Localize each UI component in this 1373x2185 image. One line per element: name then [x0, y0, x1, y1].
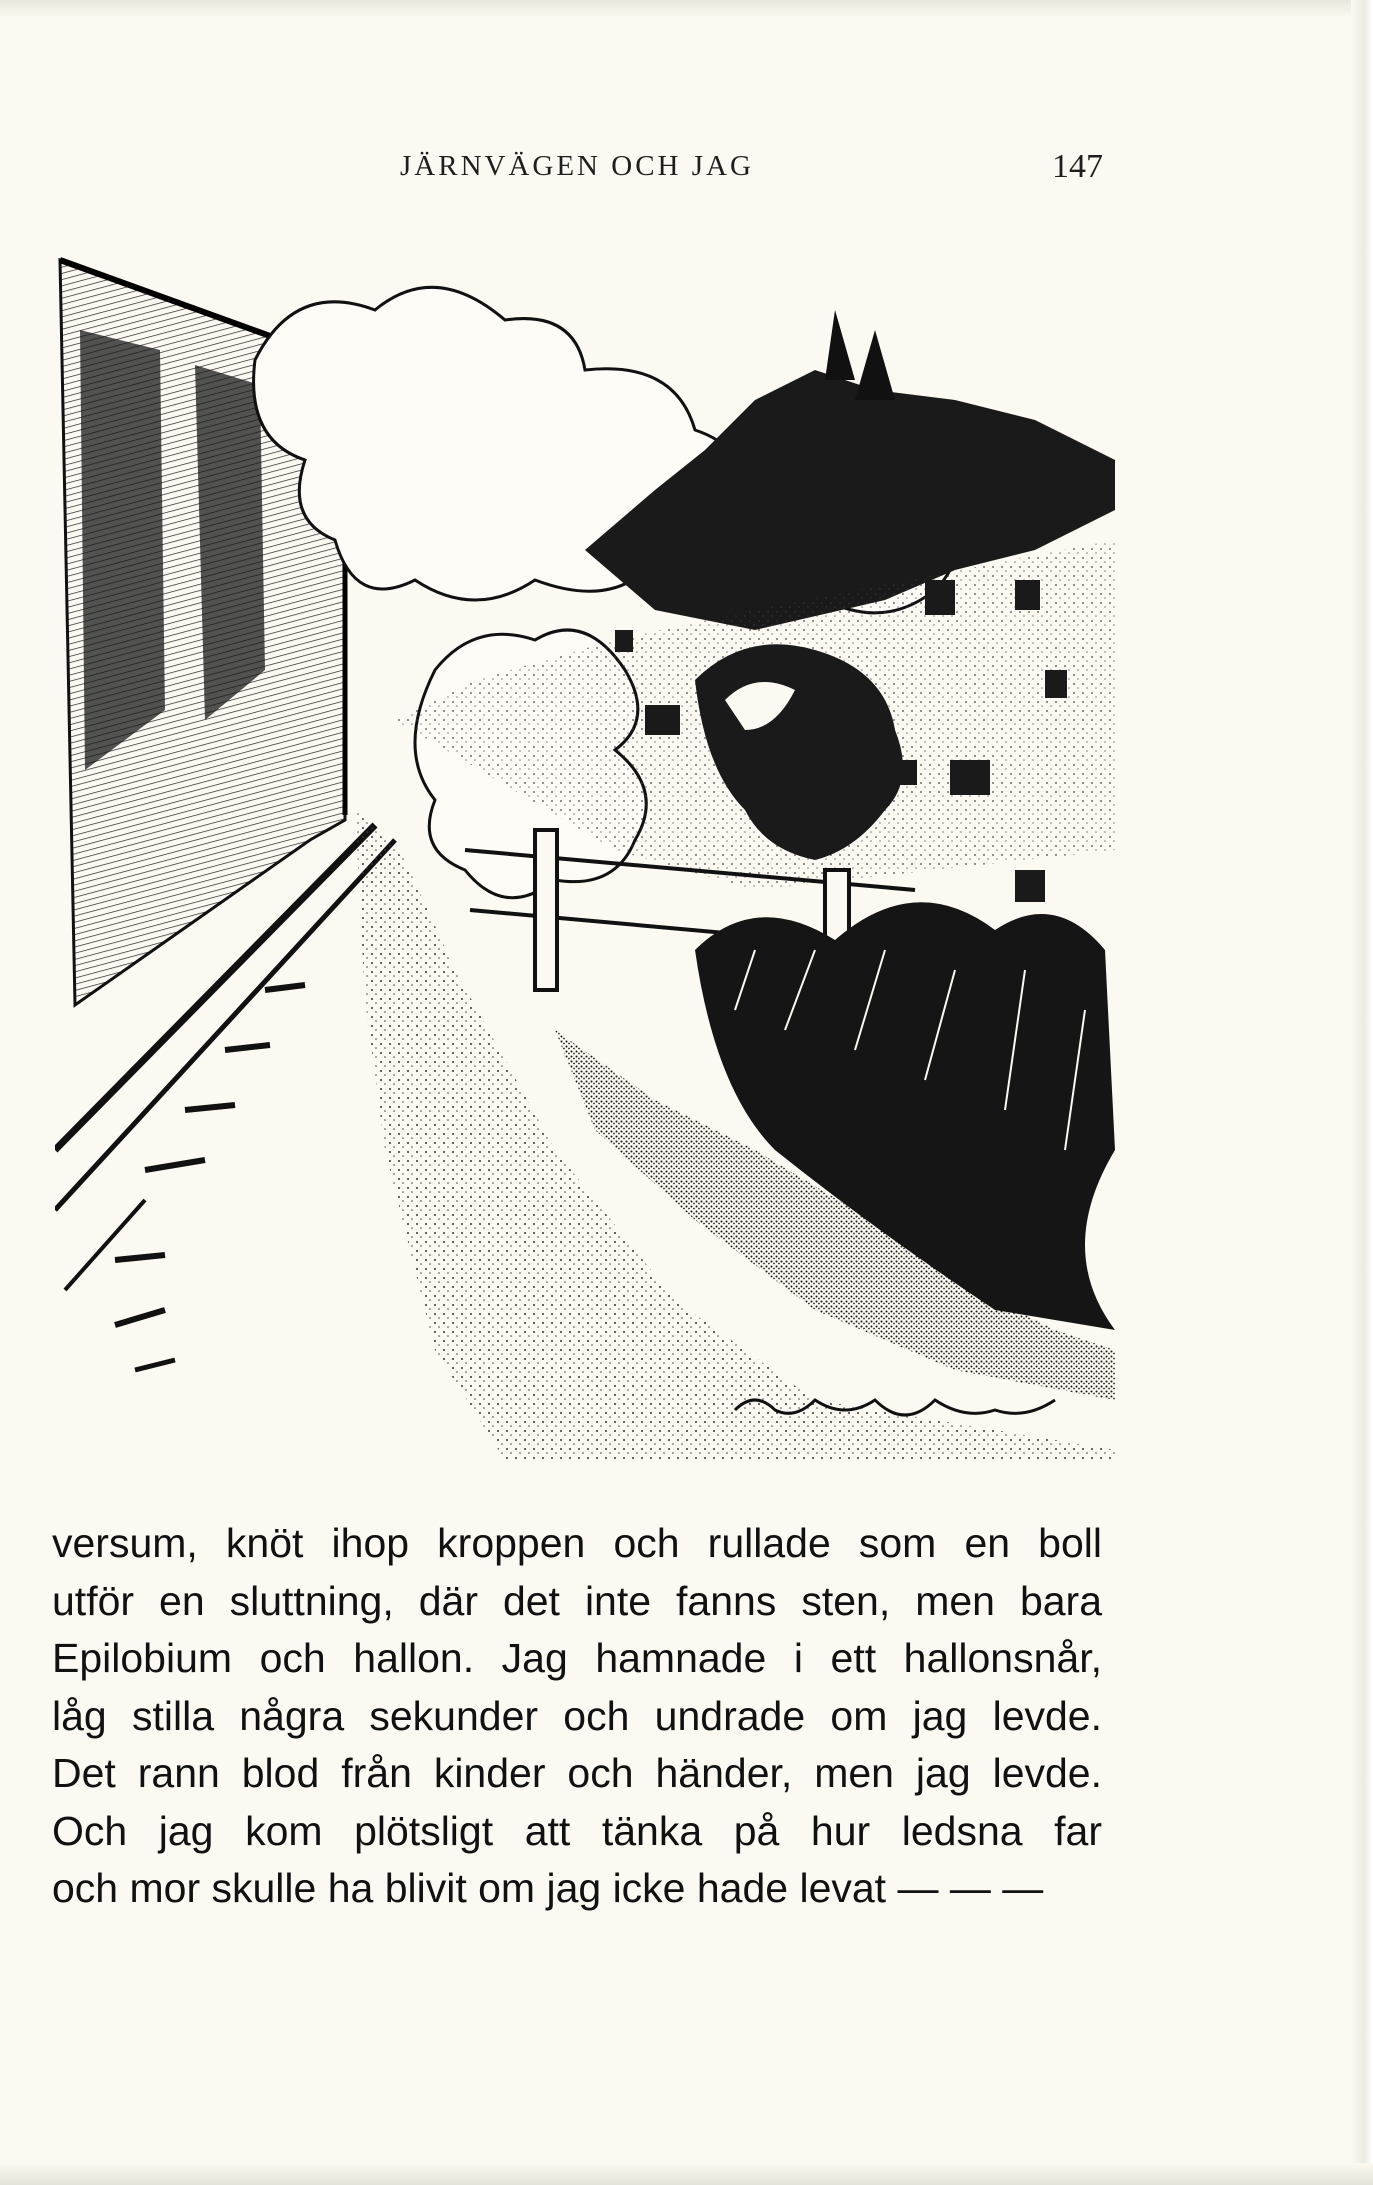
illustration [55, 250, 1115, 1460]
text-line-3: Epilobium och hallon. Jag hamnade i ett hallonsnår, [52, 1635, 1102, 1681]
illustration-drawing [55, 250, 1115, 1460]
page-edge-top [0, 0, 1373, 18]
running-title: JÄRNVÄGEN OCH JAG [400, 150, 754, 182]
page-number: 147 [1052, 148, 1103, 185]
text-line-2: utför en sluttning, där det inte fanns sten, men bara [52, 1577, 1102, 1624]
page-header [0, 150, 1373, 190]
text-line-4: låg stilla några sekunder och undrade om jag levde. [52, 1692, 1102, 1739]
text-line-7: och mor skulle ha blivit om jag icke hade levat — — — [52, 1865, 1044, 1911]
body-text [52, 1515, 1102, 1918]
text-line-5: Det rann blod från kinder och händer, men jag levde. [52, 1750, 1102, 1796]
page-edge-right [1351, 0, 1373, 2185]
page-edge-bottom [0, 2163, 1373, 2185]
text-line-1: versum, knöt ihop kroppen och rullade som en boll [52, 1520, 1102, 1566]
text-line-6: Och jag kom plötsligt att tänka på hur ledsna far [52, 1807, 1102, 1854]
